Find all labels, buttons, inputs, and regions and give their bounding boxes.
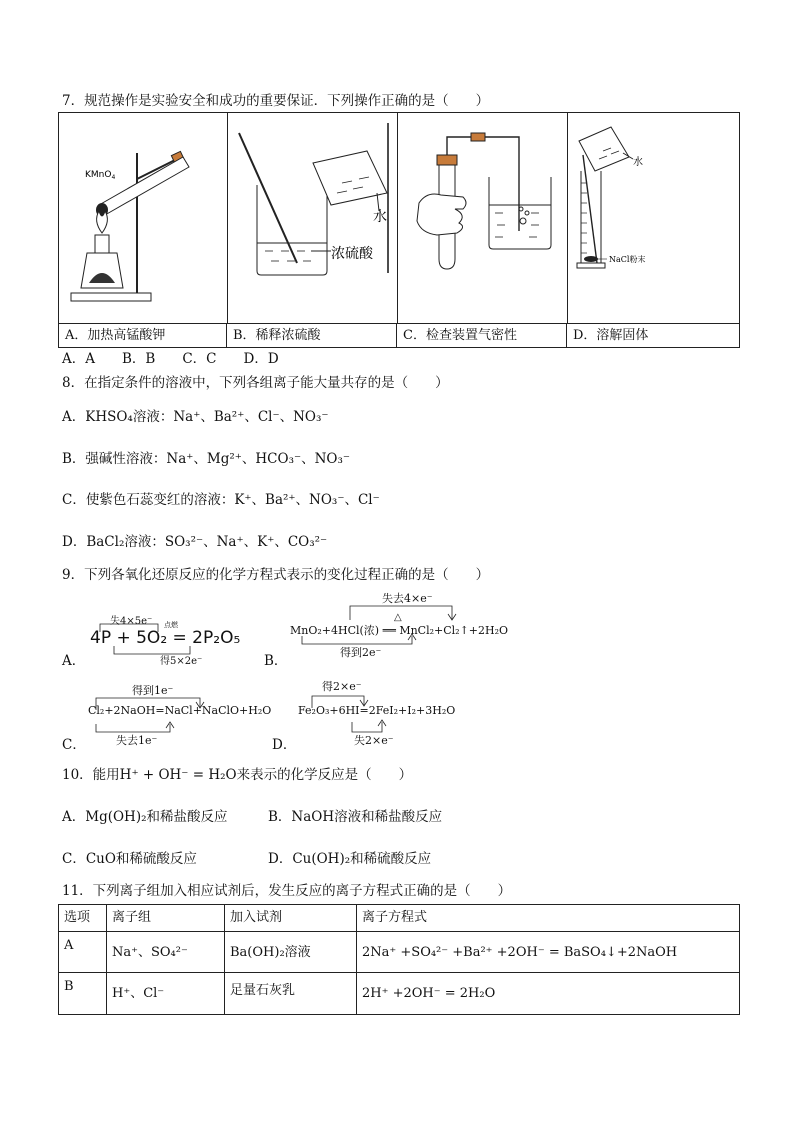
q9-d-bottom: 失2×e⁻ — [354, 734, 394, 747]
q9-c-top: 得到1e⁻ — [132, 684, 174, 697]
q10-option-a: A．Mg(OH)₂和稀盐酸反应 — [62, 809, 228, 825]
q9-c-diagram — [88, 680, 272, 747]
q11-row-a-option: A — [59, 932, 107, 973]
q11-table — [58, 904, 740, 1015]
q10-stem: 10．能用H⁺ + OH⁻ = H₂O来表示的化学反应是（ ） — [62, 767, 413, 783]
fig-label-d: D．溶解固体 — [573, 328, 649, 343]
fig-cell-d — [567, 113, 739, 323]
q9-a-diagram — [90, 612, 241, 667]
q11-row-a — [59, 931, 739, 973]
q9-a-equation: 4P + 5O₂ = 2P₂O₅ — [90, 628, 241, 648]
q11-row-b — [59, 972, 739, 1015]
q11-header-row — [59, 905, 739, 931]
q8-option-d: D．BaCl₂溶液：SO₃²⁻、Na⁺、K⁺、CO₃²⁻ — [62, 534, 328, 550]
q9-b-bottom: 得到2e⁻ — [340, 646, 382, 659]
q9-b-diagram — [290, 590, 510, 659]
q9-d-label: D． — [272, 737, 297, 753]
q9-c-bottom: 失去1e⁻ — [116, 734, 158, 747]
q8-option-b: B．强碱性溶液：Na⁺、Mg²⁺、HCO₃⁻、NO₃⁻ — [62, 451, 351, 467]
q11-row-b-option: B — [59, 973, 107, 1015]
q9-a-label: A． — [62, 653, 86, 669]
q11-row-b-reagent: 足量石灰乳 — [225, 973, 357, 1015]
q9-d-diagram — [298, 676, 478, 746]
q7-label-row — [59, 323, 739, 348]
q9-a-cond: 点燃 — [164, 621, 178, 629]
dissolve-solid-figure — [567, 113, 739, 323]
q7-figure-table — [58, 112, 740, 348]
q9-b-cond: △ — [394, 612, 402, 623]
q11-header-option: 选项 — [59, 905, 107, 931]
fig-cell-b — [227, 113, 398, 323]
q9-c-equation: Cl₂+2NaOH=NaCl+NaClO+H₂O — [88, 704, 272, 717]
q10-option-b: B．NaOH溶液和稀盐酸反应 — [268, 809, 443, 825]
heating-kmno4-figure — [59, 113, 227, 323]
q9-a-top: 失4×5e⁻ — [110, 616, 153, 627]
q8-stem: 8．在指定条件的溶液中，下列各组离子能大量共存的是（ ） — [62, 375, 449, 391]
q9-d-top: 得2×e⁻ — [322, 680, 362, 693]
q9-c-label: C． — [62, 737, 86, 753]
water-label-d: 水 — [633, 157, 643, 168]
q11-row-a-ions: Na⁺、SO₄²⁻ — [107, 932, 225, 973]
fig-cell-a — [59, 113, 228, 323]
q11-header-ions: 离子组 — [107, 905, 225, 931]
q11-row-a-equation: 2Na⁺ +SO₄²⁻ +Ba²⁺ +2OH⁻ = BaSO₄↓+2NaOH — [362, 945, 678, 960]
fig-label-a: A．加热高锰酸钾 — [59, 324, 227, 348]
dilute-acid-figure — [227, 113, 397, 323]
q9-b-equation: MnO₂+4HCl(浓) ══ MnCl₂+Cl₂↑+2H₂O — [290, 624, 509, 637]
q7-stem: 7．规范操作是实验安全和成功的重要保证．下列操作正确的是（ ） — [62, 93, 490, 109]
q10-option-c: C．CuO和稀硫酸反应 — [62, 851, 197, 867]
q10-option-d: D．Cu(OH)₂和稀硫酸反应 — [268, 851, 432, 867]
q11-stem: 11．下列离子组加入相应试剂后，发生反应的离子方程式正确的是（ ） — [62, 883, 512, 899]
q11-header-equation: 离子方程式 — [362, 910, 428, 925]
q11-header-reagent: 加入试剂 — [225, 905, 357, 931]
q9-a-bottom: 得5×2e⁻ — [160, 656, 203, 667]
q8-option-c: C．使紫色石蕊变红的溶液：K⁺、Ba²⁺、NO₃⁻、Cl⁻ — [62, 492, 380, 508]
q9-b-top: 失去4×e⁻ — [382, 592, 433, 605]
q7-options: A．A B．B C．C D．D — [62, 351, 279, 367]
fig-cell-c — [397, 113, 568, 323]
q11-row-a-reagent: Ba(OH)₂溶液 — [225, 932, 357, 973]
q8-option-a: A．KHSO₄溶液：Na⁺、Ba²⁺、Cl⁻、NO₃⁻ — [62, 409, 329, 425]
q11-row-b-ions: H⁺、Cl⁻ — [107, 973, 225, 1015]
nacl-label: NaCl粉末 — [609, 255, 646, 264]
q9-d-equation: Fe₂O₃+6HI=2FeI₂+I₂+3H₂O — [298, 704, 456, 717]
fig-label-c: C．检查装置气密性 — [397, 324, 567, 348]
conc-acid-label: 浓硫酸 — [331, 246, 373, 262]
water-label: 水 — [373, 209, 387, 225]
kmno4-label: KMnO$_4$ — [85, 170, 116, 181]
q9-b-label: B． — [264, 653, 288, 669]
fig-label-b: B．稀释浓硫酸 — [227, 324, 397, 348]
q9-stem: 9．下列各氧化还原反应的化学方程式表示的变化过程正确的是（ ） — [62, 567, 490, 583]
airtightness-figure — [397, 113, 567, 323]
q11-row-b-equation: 2H⁺ +2OH⁻ = 2H₂O — [362, 986, 496, 1001]
